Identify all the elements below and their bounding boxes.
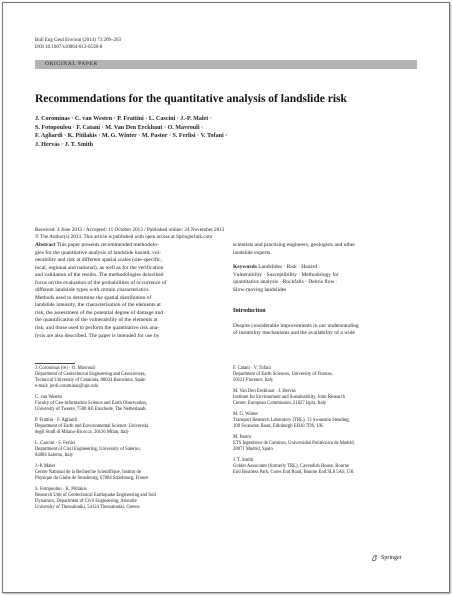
affiliation-block: M. G. Winter Transport Research Laboratory (TRL), 13 Swanston Steading, 109 Swanston Road, Edinburgh EH10 7DS, UK xyxy=(233,412,350,429)
keywords-heading: Keywords xyxy=(233,264,257,271)
copyright-line: © The Author(s) 2013. This article is published with open access at Springerlink.com xyxy=(35,233,213,240)
publisher-logo xyxy=(371,554,402,562)
abstract-line: risk, and those used to perform the quantitative risk ana- xyxy=(35,325,160,332)
affiliation-block: M. Van Den Eeckhaut · J. Hervás Institute for Environment and Sustainability, Joint Research Centre, European Commission, 21027 Ispra, Italy xyxy=(233,389,346,406)
journal-meta xyxy=(35,38,121,51)
abstract-first-line: Abstract This paper presents recommended methodolo- xyxy=(35,242,159,248)
abstract-line: landslide experts. xyxy=(233,249,272,256)
article-type-banner xyxy=(35,60,417,69)
affiliation-block: J. T. Smith Golder Associates (formerly TRL), Cavendish House, Bourne End Business Park, Cores End Road, Bourne End SL8 5AS, UK xyxy=(233,458,354,475)
abstract-line: lysis are also described. The paper is intended for use by xyxy=(35,332,160,339)
affiliation-block: S. Fotopoulou · K. Pitilakis Research Unit of Geotechnical Earthquake Engineering and Soil Dynamics, Department of Civil Engineering, Aristotle University of Thessaloniki, 54124 Thessaloniki, Greece xyxy=(35,486,156,510)
author-line: J. Corominas · C. van Westen · P. Frattini · L. Cascini · J.-P. Malet · xyxy=(35,116,212,122)
abstract-line: landslide intensity, the characterisation of the elements at xyxy=(35,302,161,309)
author-line: S. Fotopoulou · F. Catani · M. Van Den Eeckhaut · O. Mavrouli · xyxy=(35,124,204,131)
journal-citation: Bull Eng Geol Environ (2014) 73:209–263 xyxy=(35,38,121,43)
abstract-line: nerability and risk at different spatial scales (site-specific, xyxy=(35,257,162,264)
keywords-line: quantitative analysis · Rockfalls · Debris flow · xyxy=(233,279,338,286)
abstract-line: and validation of the results. The methodologies described xyxy=(35,272,164,279)
abstract-heading: Abstract xyxy=(35,242,56,248)
affiliation-block: F. Catani · V. Tofani Department of Earth Sciences, University of Firenze, 50121 Florence, Italy xyxy=(233,366,333,383)
affiliation-block: L. Cascini · S. Ferlisi Department of Civil Engineering, University of Salerno, 84084 Salerno, Italy xyxy=(35,440,141,458)
publication-dates xyxy=(35,227,224,240)
footnote-rule xyxy=(35,363,75,364)
journal-doi: DOI 10.1007/s10064-013-0538-8 xyxy=(35,44,103,50)
abstract-line: gies for the quantitative analysis of landslide hazard, vul- xyxy=(35,249,162,256)
affiliation-block: J. Corominas (✉) · O. Mavrouli Department of Geotechnical Engineering and Geosciences, Technical University of Catalonia, 08034 Barcelona, Spain e-mail: jordi.corominas@upc.edu xyxy=(35,366,220,390)
affiliation-block: P. Frattini · F. Agliardi Department of Earth and Environmental Science, Università degli Studi di Milano-Bicocca, 20126 Milan, Italy xyxy=(35,417,149,435)
left-column xyxy=(35,242,222,340)
affiliation-block: J.-P. Malet Centre National de la Recherche Scientifique, Institut de Physique du Globe de Strasbourg, 67084 Strasbourg, France xyxy=(35,463,149,481)
springer-horse-icon xyxy=(371,554,379,562)
introduction-line: Despite considerable improvements in our understanding xyxy=(233,322,359,329)
affiliation-block: M. Pastor ETS Ingenieros de Caminos, Universidad Politécnica de Madrid, 28071 Madrid, Spain xyxy=(233,435,355,452)
introduction-heading: Introduction xyxy=(233,308,266,315)
abstract-line: focus on the evaluation of the probabilities of occurrence of xyxy=(35,279,167,286)
dates-line: Received: 4 June 2013 / Accepted: 11 October 2013 / Published online: 24 November 2013 xyxy=(35,227,225,233)
introduction-line: of instability mechanisms and the availability of a wide xyxy=(233,330,355,337)
affiliations-right xyxy=(233,366,418,481)
abstract-line: local, regional and national), as well as for the verification xyxy=(35,264,164,271)
author-list xyxy=(35,115,395,149)
keywords-line: Vulnerability · Susceptibility · Methodology for xyxy=(233,271,339,278)
keywords-line: Slow-moving landslides xyxy=(233,286,287,293)
abstract-line: different landslide types with certain characteristics. xyxy=(35,287,150,294)
abstract-line: the quantification of the vulnerability of the elements at xyxy=(35,317,158,324)
article-type-label: ORIGINAL PAPER xyxy=(45,61,98,67)
affiliation-block: C. van Westen Faculty of Geo-information Science and Earth Observation, University of Twente, 7500 AE Enschede, The Netherlands xyxy=(35,394,148,412)
keywords-first-line: Keywords Landslides · Risk · Hazard · xyxy=(233,264,321,271)
corresponding-email[interactable]: e-mail: jordi.corominas@upc.edu xyxy=(35,383,99,389)
abstract-line: Methods used to determine the spatial distribution of xyxy=(35,294,152,301)
affiliations-left xyxy=(35,366,220,516)
paper-title: Recommendations for the quantitative analysis of landslide risk xyxy=(35,93,347,105)
publisher-name: Springer xyxy=(381,555,402,561)
abstract-line: risk, the assessment of the potential degree of damage and xyxy=(35,309,163,316)
abstract-line: scientists and practising engineers, geologists and other xyxy=(233,242,356,248)
author-line: F. Agliardi · K. Pitilakis · M. G. Winter · M. Pastor · S. Ferlisi · V. Tofani · xyxy=(35,133,228,140)
right-column xyxy=(233,242,420,338)
author-line: J. Hervás · J. T. Smith xyxy=(35,141,94,148)
